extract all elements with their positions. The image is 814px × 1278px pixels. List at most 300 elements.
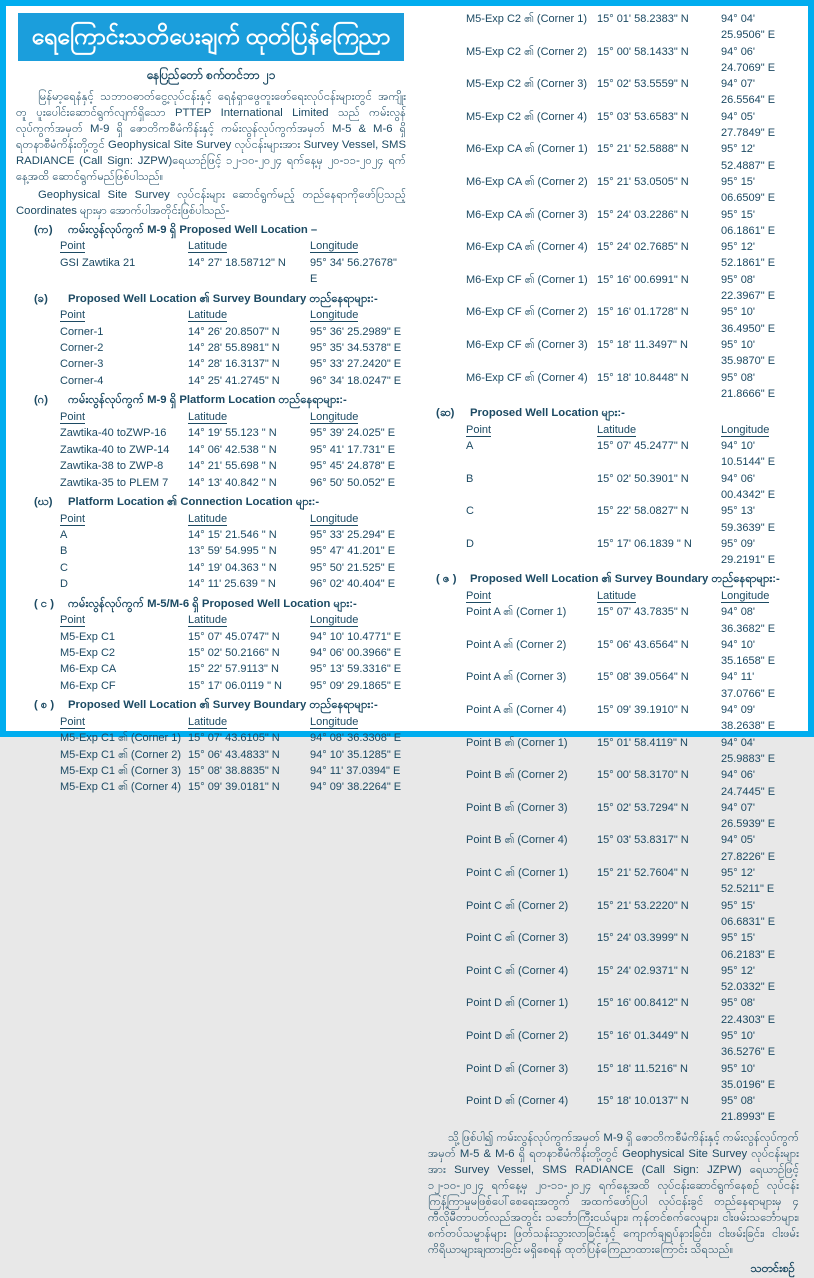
table-row: [60, 373, 406, 389]
coords-table: [60, 409, 406, 491]
cell-longitude: 94° 08' 36.3308" E: [310, 732, 402, 745]
cell-point: Point C ၏ (Corner 3): [466, 932, 569, 945]
cell-latitude: 15° 09' 39.1910" N: [597, 704, 689, 717]
cell-point: M6-Exp CA ၏ (Corner 4): [466, 241, 588, 254]
table-header-row: [60, 307, 406, 323]
section-heading: [16, 392, 406, 409]
cell-longitude: 94° 05' 27.8226" E: [721, 834, 776, 863]
cell-longitude: 94° 07' 26.5939" E: [721, 801, 776, 831]
section-title: Proposed Well Location ၏ Survey Boundary တည်နေရာများ:-: [470, 573, 780, 586]
cell-latitude: 15° 08' 38.8835" N: [188, 764, 280, 777]
cell-longitude: 95° 15' 06.2183" E: [721, 932, 776, 961]
right-sections: [428, 405, 799, 1126]
section-label: (ဃ): [34, 495, 53, 508]
table-row: [60, 475, 406, 491]
cell-point: Point C ၏ (Corner 1): [466, 867, 569, 880]
cell-latitude: 15° 21' 52.7604" N: [597, 867, 689, 880]
cell-longitude: 94° 05' 27.7849" E: [721, 110, 776, 140]
table-body: [466, 438, 799, 568]
cell-point: Point A ၏ (Corner 3): [466, 671, 567, 684]
table-row: [60, 543, 406, 559]
cell-longitude: 95° 15' 06.6509" E: [721, 175, 776, 205]
table-row: [60, 442, 406, 458]
header-latitude: Latitude: [597, 589, 637, 602]
cell-latitude: 14° 27' 18.58712" N: [188, 256, 286, 269]
section: [16, 494, 406, 593]
cell-latitude: 15° 17' 06.1839 " N: [597, 537, 692, 550]
table-row: [60, 629, 406, 645]
table-row: [466, 109, 799, 142]
table-row: [466, 963, 799, 996]
cell-point: Corner-1: [60, 325, 104, 338]
table-row: [60, 255, 406, 288]
cell-point: C: [60, 561, 68, 574]
cell-point: B: [466, 472, 474, 485]
cell-latitude: 15° 02' 53.7294" N: [597, 801, 689, 814]
cell-point: M6-Exp CA ၏ (Corner 3): [466, 208, 588, 221]
cell-latitude: 14° 21' 55.698 " N: [188, 460, 277, 473]
cell-latitude: 15° 01' 58.2383" N: [597, 13, 689, 25]
section: [16, 291, 406, 390]
cell-point: Point D ၏ (Corner 2): [466, 1030, 569, 1042]
header-point: Point: [466, 423, 492, 436]
table-row: [60, 661, 406, 677]
cell-point: Point C ၏ (Corner 4): [466, 964, 569, 977]
cell-point: M6-Exp CF ၏ (Corner 1): [466, 273, 588, 286]
section-title: ကမ်းလွန်လုပ်ကွက် M-9 ရှိ Platform Location တည်နေရာများ:-: [68, 394, 347, 407]
section-label: ( င ): [34, 597, 55, 610]
table-row: [466, 604, 799, 637]
closing-paragraph: သို့ဖြစ်ပါ၍ ကမ်းလွန်လုပ်ကွက်အမှတ် M-9 ရှိ ဇောတိကစီမံကိန်းနှင့် ကမ်းလွန်လုပ်ကွက်အမှတ် M-5 & M-6 ရှိ ရတနာစီမံကိန်းတို့တွင် Geophysical Site Survey လုပ်ငန်းများအား Survey Vessel, SMS RADIANCE (Call Sign: JZPW) ရေယာဉ်ဖြင့် ၁၂-၁၀-၂၀၂၄ ရက်နေ့မှ ၂၀-၁၁-၂၀၂၄ ရက်နေ့အထိ လုပ်ငန်းဆောင်ရွက်နေစဉ် လုပ်ငန်းကြန့်ကြာမှုမဖြစ်ပေါ်စေရေးအတွက် အထက်ဖော်ပြပါ လုပ်ငန်းခွင် တည်နေရာများမှ ၄ ကီလိုမီတာပတ်လည်အတွင်း သင်္ဘောကြီးငယ်များ၊ ကုန်တင်စက်လှေများ၊ ငါးဖမ်းသင်္ဘောများ၊ စက်တပ်သမ္ဗာန်များ ဖြတ်သန်းသွားလာခြင်းနှင့် ကျောက်ချရပ်နားခြင်း၊ ငါးဖမ်းခြင်း၊ ငါးဖမ်းကိရိယာများချထားခြင်း မရှိစေရန် ထုတ်ပြန်ကြေညာထားကြောင်း သိရသည်။: [428, 1131, 799, 1256]
cell-longitude: 94° 09' 38.2264" E: [310, 781, 402, 794]
table-body: [60, 255, 406, 288]
coords-table: [60, 307, 406, 389]
table-row: [466, 304, 799, 337]
cell-latitude: 14° 11' 25.639 " N: [188, 578, 276, 591]
table-row: [60, 340, 406, 356]
table-row: [466, 370, 799, 403]
table-row: [466, 471, 799, 504]
section-label: ( စ ): [34, 699, 55, 712]
table-row: [60, 527, 406, 543]
cell-latitude: 14° 28' 55.8981" N: [188, 342, 280, 355]
cell-latitude: 15° 03' 53.6583" N: [597, 110, 689, 123]
table-row: [466, 239, 799, 272]
cell-longitude: 95° 08' 22.4303" E: [721, 997, 776, 1026]
cell-point: M6-Exp CA: [60, 663, 117, 676]
coords-table: [60, 238, 406, 287]
cell-point: M6-Exp CF: [60, 679, 116, 692]
cell-longitude: 95° 09' 29.2191" E: [721, 537, 776, 567]
cell-latitude: 14° 26' 20.8507" N: [188, 325, 280, 338]
table-row: [466, 865, 799, 898]
cell-longitude: 94° 04' 25.9506" E: [721, 13, 776, 42]
table-row: [466, 995, 799, 1028]
cell-point: M5-Exp C1 ၏ (Corner 2): [60, 748, 182, 761]
cell-latitude: 15° 17' 06.0119 " N: [188, 679, 282, 692]
header-point: Point: [60, 309, 86, 322]
cell-latitude: 15° 16' 01.1728" N: [597, 306, 689, 319]
table-row: [466, 930, 799, 963]
table-body: [60, 629, 406, 695]
cell-longitude: 95° 10' 36.5276" E: [721, 1030, 776, 1059]
table-body: [60, 425, 406, 491]
cell-latitude: 15° 18' 11.5216" N: [597, 1062, 688, 1075]
cell-point: Corner-2: [60, 342, 104, 355]
cell-point: A: [466, 440, 474, 453]
cell-longitude: 95° 12' 52.5211" E: [721, 867, 775, 896]
coords-table: [466, 588, 799, 1126]
right-column: [412, 6, 808, 1276]
section-label: (ဆ): [436, 407, 455, 420]
section-title: ကမ်းလွန်လုပ်ကွက် M-5/M-6 ရှိ Proposed Well Location များ:-: [68, 597, 357, 610]
cell-point: Point D ၏ (Corner 4): [466, 1095, 569, 1108]
continuation-table: [466, 11, 799, 402]
table-row: [466, 702, 799, 735]
table-header-row: [60, 714, 406, 730]
table-row: [466, 44, 799, 77]
header-longitude: Longitude: [310, 309, 359, 322]
table-row: [466, 1061, 799, 1094]
header-point: Point: [60, 614, 86, 627]
table-header-row: [60, 409, 406, 425]
cell-point: M5-Exp C1 ၏ (Corner 3): [60, 764, 182, 777]
left-column: [6, 6, 412, 794]
cell-point: M6-Exp CA ၏ (Corner 2): [466, 175, 588, 188]
cell-longitude: 95° 41' 17.731" E: [310, 443, 396, 456]
cell-point: Point B ၏ (Corner 1): [466, 736, 568, 749]
coords-table: [60, 612, 406, 694]
section: [16, 222, 406, 288]
section-label: (ခ): [34, 292, 48, 305]
intro-paragraph-2: Geophysical Site Survey လုပ်ငန်းများ ဆောင်ရွက်မည့် တည်နေရာကိုဖော်ပြသည့် Coordinates များမှာ အောက်ပါအတိုင်းဖြစ်ပါသည်-: [16, 188, 406, 217]
cell-longitude: 95° 12' 52.1861" E: [721, 241, 776, 270]
cell-latitude: 14° 28' 16.3137" N: [188, 358, 280, 371]
cell-longitude: 95° 15' 06.1861" E: [721, 208, 776, 237]
cell-latitude: 15° 07' 45.0747" N: [188, 630, 280, 643]
cell-longitude: 94° 10' 10.5144" E: [721, 440, 776, 469]
cell-latitude: 15° 07' 45.2477" N: [597, 440, 689, 453]
cell-point: D: [466, 537, 474, 550]
section: [428, 405, 799, 568]
header-longitude: Longitude: [721, 423, 770, 436]
table-header-row: [60, 238, 406, 254]
table-body: [60, 527, 406, 593]
byline: သတင်းစဉ်: [750, 1263, 795, 1276]
cell-longitude: 95° 35' 34.5378" E: [310, 342, 402, 355]
header-longitude: Longitude: [310, 240, 359, 253]
cell-latitude: 13° 59' 54.995 " N: [188, 545, 277, 558]
table-row: [466, 669, 799, 702]
table-row: [60, 645, 406, 661]
cell-point: M5-Exp C1 ၏ (Corner 1): [60, 732, 182, 745]
table-row: [60, 763, 406, 779]
table-row: [466, 898, 799, 931]
cell-latitude: 15° 07' 43.7835" N: [597, 606, 689, 619]
header-latitude: Latitude: [188, 240, 228, 253]
cell-latitude: 14° 13' 40.842 " N: [188, 476, 277, 489]
header-latitude: Latitude: [188, 512, 228, 525]
cell-point: Point B ၏ (Corner 2): [466, 769, 568, 782]
table-header-row: [60, 511, 406, 527]
table-row: [466, 735, 799, 768]
cell-point: M6-Exp CF ၏ (Corner 3): [466, 338, 588, 351]
cell-point: M5-Exp C2 ၏ (Corner 1): [466, 13, 588, 25]
cell-point: Point A ၏ (Corner 4): [466, 704, 567, 717]
cell-longitude: 94° 08' 36.3682" E: [721, 606, 776, 635]
cell-latitude: 15° 03' 53.8317" N: [597, 834, 689, 847]
section-label: (က): [34, 223, 53, 236]
cell-point: M5-Exp C1: [60, 630, 116, 643]
cell-longitude: 94° 06' 00.3966" E: [310, 646, 402, 659]
section-heading: [16, 222, 406, 239]
cell-longitude: 94° 11' 37.0394" E: [310, 764, 401, 777]
intro-paragraph-1: မြန်မာ့ရေနံနှင့် သဘာဝဓာတ်ငွေ့လုပ်ငန်းနှင့် ရေနံရှာဖွေတူးဖော်ရေးလုပ်ငန်းများတွင် အကျိုးတူ ပူးပေါင်းဆောင်ရွက်လျက်ရှိသော PTTEP International Limited သည် ကမ်းလွန်လုပ်ကွက်အမှတ် M-9 ရှိ ဇောတိကစီမံကိန်းနှင့် ကမ်းလွန်လုပ်ကွက်အမှတ် M-5 & M-6 ရှိ ရတနာစီမံကိန်းတို့တွင် Geophysical Site Survey လုပ်ငန်းများအား Survey Vessel, SMS RADIANCE (Call Sign: JZPW)ရေယာဉ်ဖြင့် ၁၂-၁၀-၂၀၂၄ ရက်နေ့မှ ၂၀-၁၁-၂၀၂၄ ရက်နေ့အထိ ဆောင်ရွက်မည်ဖြစ်ပါသည်။: [16, 90, 406, 183]
cell-longitude: 95° 12' 52.0332" E: [721, 964, 776, 994]
table-row: [466, 207, 799, 240]
section-heading: [428, 571, 799, 588]
cell-longitude: 95° 33' 27.2420" E: [310, 358, 402, 371]
header-longitude: Longitude: [721, 589, 770, 602]
section-label: ( ဇ ): [436, 573, 457, 586]
table-body: [60, 324, 406, 390]
cell-longitude: 95° 50' 21.525" E: [310, 561, 396, 574]
header-longitude: Longitude: [310, 614, 359, 627]
cell-longitude: 95° 10' 35.0196" E: [721, 1062, 776, 1091]
section-heading: [16, 494, 406, 511]
cell-latitude: 15° 16' 01.3449" N: [597, 1030, 689, 1042]
cell-longitude: 95° 13' 59.3639" E: [721, 505, 776, 534]
cell-point: M5-Exp C2 ၏ (Corner 4): [466, 110, 588, 123]
section-title: ကမ်းလွန်လုပ်ကွက် M-9 ရှိ Proposed Well Location –: [68, 223, 318, 236]
cell-latitude: 15° 02' 50.3901" N: [597, 472, 689, 485]
table-row: [466, 767, 799, 800]
cell-latitude: 15° 21' 53.0505" N: [597, 175, 689, 188]
table-row: [60, 747, 406, 763]
table-row: [60, 458, 406, 474]
cell-point: M6-Exp CF ၏ (Corner 4): [466, 371, 588, 384]
table-header-row: [466, 588, 799, 604]
cell-point: Point B ၏ (Corner 3): [466, 801, 568, 814]
cell-latitude: 15° 18' 10.8448" N: [597, 371, 689, 384]
table-body: [60, 730, 406, 796]
header-point: Point: [466, 589, 492, 602]
cell-latitude: 15° 22' 58.0827" N: [597, 505, 689, 518]
section: [16, 392, 406, 491]
cell-latitude: 15° 07' 43.6105" N: [188, 732, 280, 745]
cell-point: Corner-4: [60, 374, 104, 387]
table-row: [466, 503, 799, 536]
section-label: (ဂ): [34, 394, 48, 407]
header-point: Point: [60, 715, 86, 728]
table-row: [466, 141, 799, 174]
table-row: [466, 272, 799, 305]
header-latitude: Latitude: [597, 423, 637, 436]
section-heading: [16, 291, 406, 308]
left-sections: [16, 222, 406, 796]
cell-latitude: 15° 24' 03.3999" N: [597, 932, 689, 945]
cell-longitude: 95° 10' 36.4950" E: [721, 306, 776, 335]
cell-longitude: 94° 04' 25.9883" E: [721, 736, 776, 765]
cell-point: M5-Exp C2: [60, 646, 116, 659]
table-row: [466, 1028, 799, 1061]
cell-longitude: 95° 39' 24.025" E: [310, 427, 396, 440]
table-row: [466, 637, 799, 670]
cell-point: Point B ၏ (Corner 4): [466, 834, 568, 847]
header-point: Point: [60, 512, 86, 525]
notice-banner: [18, 13, 404, 61]
cell-point: M5-Exp C1 ၏ (Corner 4): [60, 781, 182, 794]
cell-longitude: 95° 12' 52.4887" E: [721, 143, 776, 172]
cell-longitude: 95° 08' 21.8993" E: [721, 1095, 776, 1124]
cell-latitude: 14° 19' 55.123 " N: [188, 427, 277, 440]
table-row: [466, 1093, 799, 1126]
header-latitude: Latitude: [188, 715, 228, 728]
section: [16, 697, 406, 796]
table-body: [466, 604, 799, 1126]
table-row: [466, 536, 799, 569]
cell-longitude: 96° 50' 50.052" E: [310, 476, 396, 489]
section-title: Platform Location ၏ Connection Location များ:-: [68, 495, 320, 508]
cell-latitude: 15° 08' 39.0564" N: [597, 671, 689, 684]
cell-point: Zawtika-40 toZWP-16: [60, 427, 167, 440]
cell-latitude: 15° 00' 58.1433" N: [597, 45, 689, 58]
cell-longitude: 94° 11' 37.0766" E: [721, 671, 776, 700]
cell-longitude: 95° 09' 29.1865" E: [310, 679, 402, 692]
table-row: [60, 576, 406, 592]
continuation-table-body: [466, 11, 799, 402]
cell-longitude: 94° 10' 10.4771" E: [310, 630, 402, 643]
cell-point: Point A ၏ (Corner 1): [466, 606, 567, 619]
table-row: [466, 337, 799, 370]
table-row: [466, 11, 799, 44]
header-longitude: Longitude: [310, 512, 359, 525]
cell-latitude: 15° 22' 57.9113" N: [188, 663, 279, 676]
cell-longitude: 96° 02' 40.404" E: [310, 578, 396, 591]
cell-latitude: 14° 19' 04.363 " N: [188, 561, 277, 574]
notice-title: ရေကြောင်းသတိပေးချက် ထုတ်ပြန်ကြေညာ: [31, 23, 391, 49]
section: [428, 571, 799, 1125]
cell-longitude: 94° 09' 38.2638" E: [721, 704, 776, 733]
table-row: [60, 324, 406, 340]
cell-longitude: 95° 45' 24.878" E: [310, 460, 396, 473]
cell-latitude: 15° 24' 03.2286" N: [597, 208, 689, 221]
cell-longitude: 94° 10' 35.1658" E: [721, 638, 776, 668]
cell-latitude: 15° 01' 58.4119" N: [597, 736, 688, 749]
cell-latitude: 15° 02' 53.5559" N: [597, 78, 689, 91]
cell-latitude: 15° 18' 11.3497" N: [597, 338, 688, 351]
cell-longitude: 95° 33' 25.294" E: [310, 528, 396, 541]
table-header-row: [60, 612, 406, 628]
cell-longitude: 94° 10' 35.1285" E: [310, 748, 402, 761]
cell-longitude: 95° 36' 25.2989" E: [310, 325, 402, 338]
section: [16, 596, 406, 695]
table-row: [60, 779, 406, 795]
cell-longitude: 95° 08' 22.3967" E: [721, 273, 776, 303]
cell-point: M6-Exp CF ၏ (Corner 2): [466, 306, 588, 319]
cell-point: Zawtika-40 to ZWP-14: [60, 443, 170, 456]
header-longitude: Longitude: [310, 410, 359, 423]
cell-longitude: 95° 13' 59.3316" E: [310, 663, 402, 676]
table-row: [60, 678, 406, 694]
cell-latitude: 15° 24' 02.7685" N: [597, 241, 689, 254]
cell-longitude: 95° 47' 41.201" E: [310, 545, 396, 558]
cell-latitude: 15° 18' 10.0137" N: [597, 1095, 689, 1108]
cell-point: Point A ၏ (Corner 2): [466, 638, 567, 651]
cell-point: M5-Exp C2 ၏ (Corner 3): [466, 78, 588, 91]
table-row: [60, 356, 406, 372]
cell-latitude: 15° 09' 39.0181" N: [188, 781, 280, 794]
header-latitude: Latitude: [188, 309, 228, 322]
table-row: [60, 560, 406, 576]
cell-latitude: 14° 25' 41.2745" N: [188, 374, 280, 387]
header-latitude: Latitude: [188, 410, 228, 423]
cell-point: M6-Exp CA ၏ (Corner 1): [466, 143, 588, 156]
cell-latitude: 15° 00' 58.3170" N: [597, 769, 689, 782]
cell-latitude: 15° 16' 00.8412" N: [597, 997, 689, 1010]
section-title: Proposed Well Location ၏ Survey Boundary တည်နေရာများ:-: [68, 292, 378, 305]
table-row: [466, 174, 799, 207]
cell-point: Point C ၏ (Corner 2): [466, 899, 569, 912]
cell-point: Zawtika-38 to ZWP-8: [60, 460, 164, 473]
table-row: [466, 800, 799, 833]
cell-longitude: 95° 08' 21.8666" E: [721, 371, 776, 400]
cell-latitude: 15° 06' 43.6564" N: [597, 638, 689, 651]
cell-longitude: 96° 34' 18.0247" E: [310, 374, 402, 387]
cell-latitude: 15° 21' 52.5888" N: [597, 143, 689, 156]
cell-point: B: [60, 545, 68, 558]
header-point: Point: [60, 410, 86, 423]
table-row: [466, 832, 799, 865]
cell-longitude: 94° 07' 26.5564" E: [721, 78, 776, 107]
table-row: [466, 76, 799, 109]
cell-longitude: 95° 10' 35.9870" E: [721, 338, 776, 368]
cell-latitude: 15° 21' 53.2220" N: [597, 899, 689, 912]
dateline: နေပြည်တော် စက်တင်ဘာ ၂၁: [146, 67, 276, 82]
header-latitude: Latitude: [188, 614, 228, 627]
cell-point: C: [466, 505, 474, 518]
table-row: [60, 425, 406, 441]
cell-point: Corner-3: [60, 358, 104, 371]
cell-latitude: 15° 02' 50.2166" N: [188, 646, 280, 659]
coords-table: [60, 511, 406, 593]
cell-longitude: 95° 34' 56.27678" E: [310, 256, 397, 286]
coords-table: [60, 714, 406, 796]
cell-latitude: 14° 15' 21.546 " N: [188, 528, 277, 541]
section-heading: [16, 697, 406, 714]
cell-point: Point D ၏ (Corner 1): [466, 997, 569, 1010]
cell-point: M5-Exp C2 ၏ (Corner 2): [466, 45, 588, 58]
cell-point: Zawtika-35 to PLEM 7: [60, 476, 169, 489]
header-point: Point: [60, 240, 86, 253]
table-row: [466, 438, 799, 471]
cell-point: Point D ၏ (Corner 3): [466, 1062, 569, 1075]
cell-point: A: [60, 528, 68, 541]
cell-point: GSI Zawtika 21: [60, 256, 136, 269]
cell-latitude: 15° 16' 00.6991" N: [597, 273, 689, 286]
section-heading: [428, 405, 799, 422]
cell-longitude: 94° 06' 24.7445" E: [721, 769, 776, 798]
cell-latitude: 15° 06' 43.4833" N: [188, 748, 280, 761]
section-title: Proposed Well Location များ:-: [470, 407, 625, 420]
cell-longitude: 94° 06' 24.7069" E: [721, 45, 776, 74]
section-heading: [16, 596, 406, 613]
coords-table: [466, 422, 799, 569]
table-header-row: [466, 422, 799, 438]
cell-longitude: 94° 06' 00.4342" E: [721, 472, 776, 501]
section-title: Proposed Well Location ၏ Survey Boundary တည်နေရာများ:-: [68, 699, 378, 712]
cell-latitude: 15° 24' 02.9371" N: [597, 964, 689, 977]
